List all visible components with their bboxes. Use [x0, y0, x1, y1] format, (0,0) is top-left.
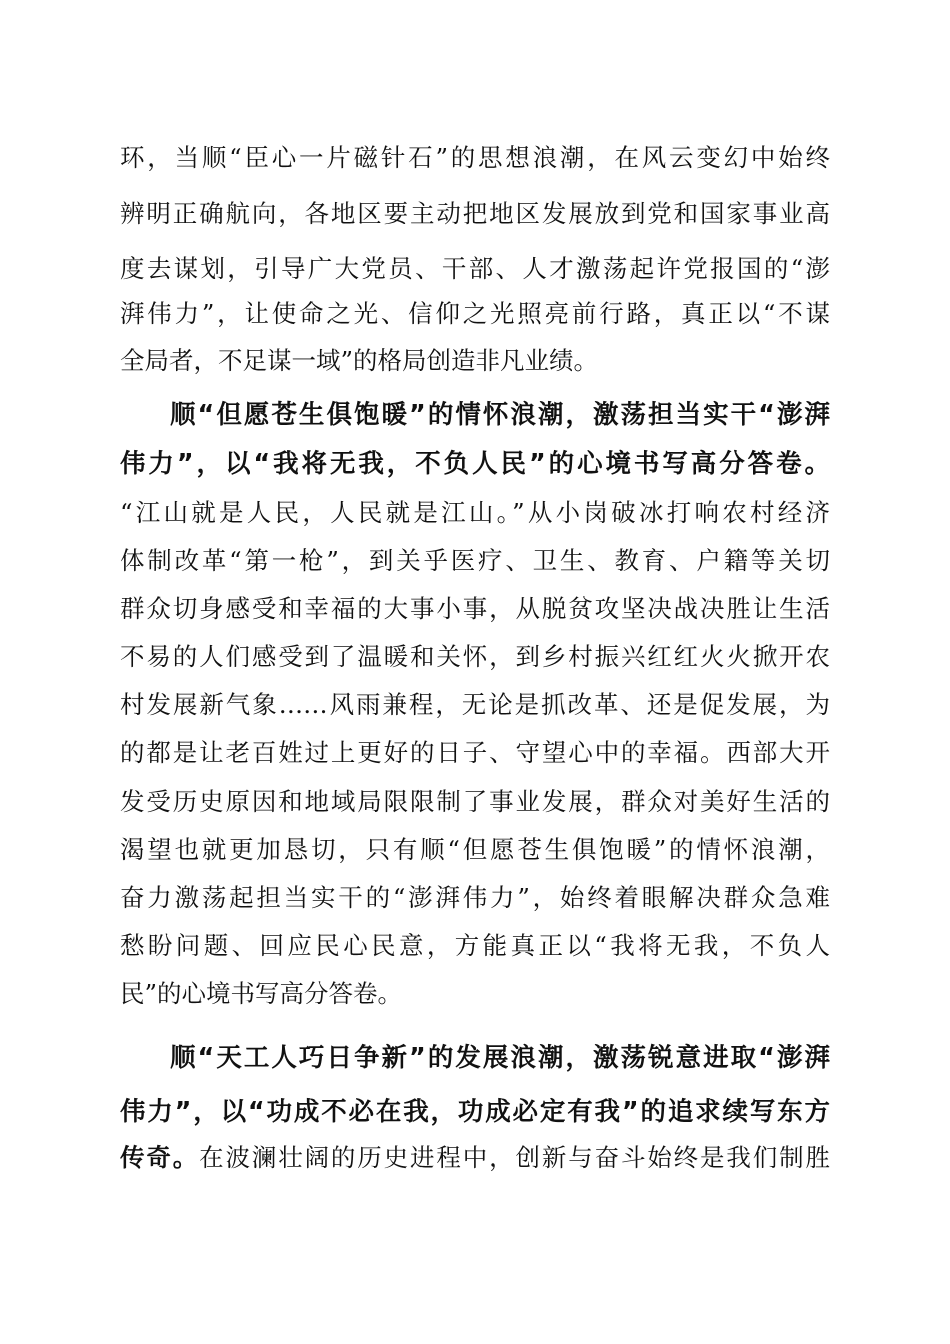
paragraph-2-heading-line-2: 伟力”，以“我将无我，不负人民”的心境书写高分答卷。: [120, 449, 830, 479]
paragraph-2-line-2: 体制改革“第一枪”，到关乎医疗、卫生、教育、户籍等关切: [120, 546, 830, 575]
paragraph-1-line-1: 环，当顺“臣心一片磁针石”的思想浪潮，在风云变幻中始终: [120, 143, 830, 172]
paragraph-2-heading-line-1: 顺“但愿苍生俱饱暖”的情怀浪潮，激荡担当实干“澎湃: [170, 400, 830, 430]
paragraph-3-heading-end: 传奇。: [120, 1143, 200, 1172]
paragraph-2-line-6: 的都是让老百姓过上更好的日子、守望心中的幸福。西部大开: [120, 738, 830, 767]
paragraph-2-line-3: 群众切身感受和幸福的大事小事，从脱贫攻坚决战决胜让生活: [120, 594, 830, 623]
paragraph-3-line-1: [120, 1137, 830, 1179]
paragraph-3-body-start: 在波澜壮阔的历史进程中，创新与奋斗始终是我们制胜: [199, 1143, 831, 1172]
paragraph-1-line-3: 度去谋划，引导广大党员、干部、人才激荡起许党报国的“澎: [120, 254, 830, 283]
paragraph-2-line-10: 愁盼问题、回应民心民意，方能真正以“我将无我，不负人: [120, 931, 830, 960]
paragraph-1-line-5: 全局者，不足谋一域”的格局创造非凡业绩。: [120, 346, 599, 375]
paragraph-1-line-2: 辨明正确航向，各地区要主动把地区发展放到党和国家事业高: [120, 199, 830, 228]
paragraph-2-line-8: 渴望也就更加恳切，只有顺“但愿苍生俱饱暖”的情怀浪潮，: [120, 835, 830, 864]
paragraph-2-line-9: 奋力激荡起担当实干的“澎湃伟力”，始终着眼解决群众急难: [120, 883, 830, 912]
paragraph-3-heading-line-1: 顺“天工人巧日争新”的发展浪潮，激荡锐意进取“澎湃: [170, 1043, 830, 1073]
paragraph-2-line-7: 发受历史原因和地域局限限制了事业发展，群众对美好生活的: [120, 787, 830, 816]
paragraph-2-line-1: “江山就是人民，人民就是江山。”从小岗破冰打响农村经济: [120, 498, 830, 527]
paragraph-2-line-11: 民”的心境书写高分答卷。: [120, 979, 403, 1008]
paragraph-1-line-4: 湃伟力”，让使命之光、信仰之光照亮前行路，真正以“不谋: [120, 299, 830, 328]
paragraph-2-line-5: 村发展新气象……风雨兼程，无论是抓改革、还是促发展，为: [120, 690, 830, 719]
paragraph-3-heading-line-2: 伟力”，以“功成不必在我，功成必定有我”的追求续写东方: [120, 1097, 830, 1127]
paragraph-2-line-4: 不易的人们感受到了温暖和关怀，到乡村振兴红红火火掀开农: [120, 642, 830, 671]
